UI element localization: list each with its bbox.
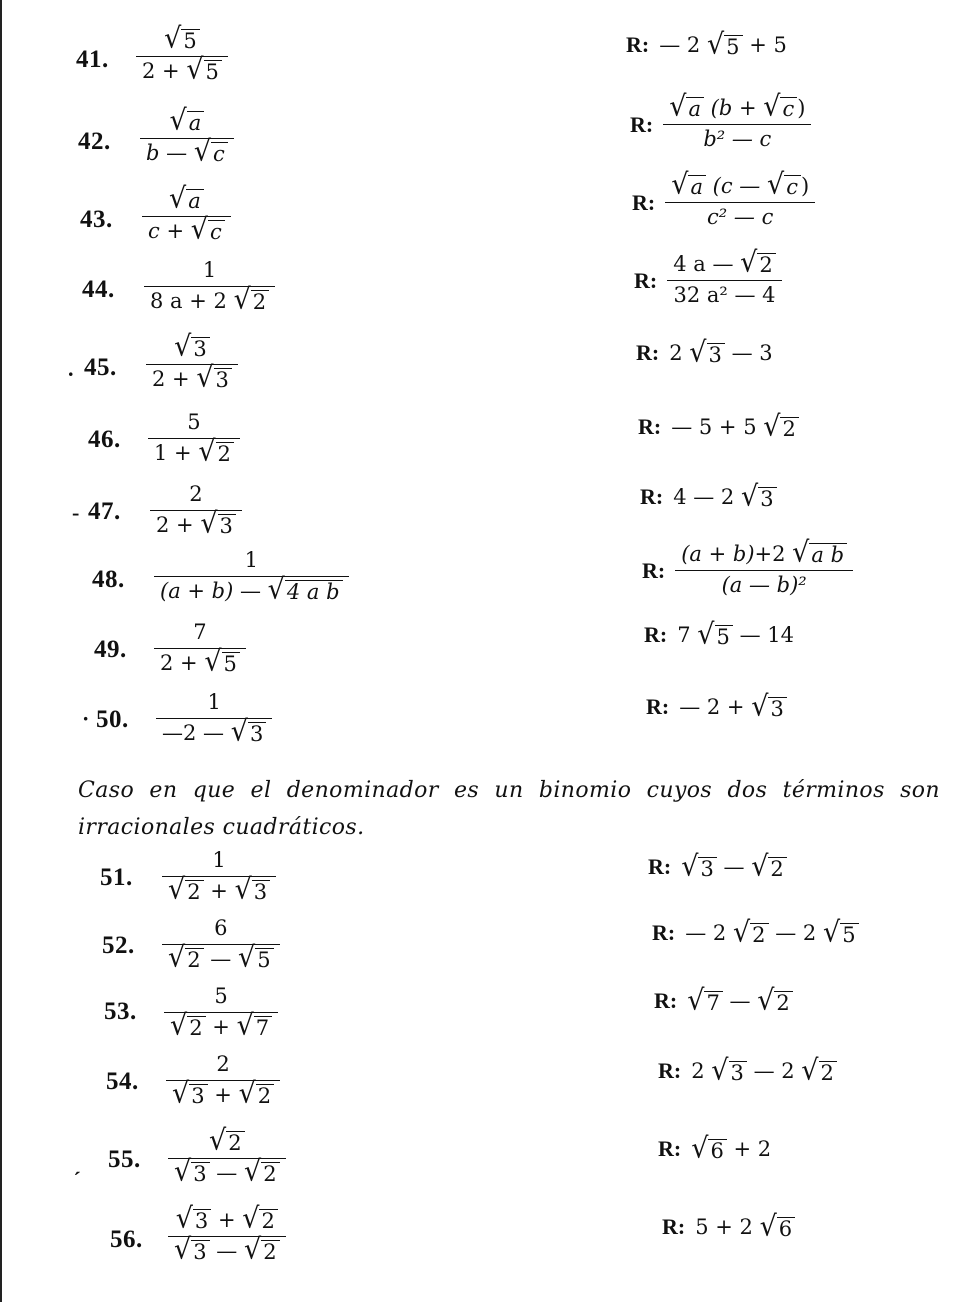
pencil-mark: . — [68, 356, 74, 381]
pencil-mark: ˏ — [74, 1150, 82, 1175]
expression: √ a b — √ c — [140, 108, 234, 169]
exercise-number: 50. — [96, 706, 129, 733]
exercise-number: 48. — [92, 566, 125, 593]
answer: R: 2 √ 3 — 3 — [636, 336, 773, 369]
exercise-number: 42. — [78, 128, 111, 155]
answer: R: 2 √ 3 — 2 √ 2 — [658, 1058, 837, 1084]
exercise-number: 47. — [88, 498, 121, 525]
exercise-number: 51. — [100, 864, 133, 891]
expression: 1 (a + b) — √ 4 a b — [154, 546, 349, 607]
exercise-number: 43. — [80, 206, 113, 233]
pencil-mark: - — [72, 500, 80, 525]
answer: R: 4 a — √ 2 32 a² — 4 — [634, 250, 782, 311]
expression: 2 √ 3 + √ 2 — [166, 1050, 280, 1111]
expression: √ 3 + √ 2 √ 3 — √ 2 — [168, 1206, 286, 1267]
expression: 1 —2 — √ 3 — [156, 688, 272, 749]
expression: √ 2 √ 3 — √ 2 — [168, 1128, 286, 1189]
expression: 6 √ 2 — √ 5 — [162, 914, 280, 975]
answer: R: √ a (c — √ c ) c² — c — [632, 172, 815, 233]
exercise-number: 55. — [108, 1146, 141, 1173]
expression: 7 2 + √ 5 — [154, 618, 246, 679]
expression: 5 √ 2 + √ 7 — [164, 982, 278, 1043]
pencil-mark: · — [82, 706, 90, 731]
answer: R: — 2 √ 5 + 5 — [626, 28, 787, 61]
answer: R: — 2 + √ 3 — [646, 694, 787, 720]
page-edge — [0, 0, 2, 1302]
answer: R: √ 6 + 2 — [658, 1132, 772, 1165]
exercise-number: 45. — [84, 354, 117, 381]
answer: R: 5 + 2 √ 6 — [662, 1214, 795, 1240]
section-heading: Caso en que el denominador es un binomio cuyos dos términos son irracionales cuadráticos. — [78, 778, 940, 840]
expression: √ 5 2 + √ 5 — [136, 26, 228, 87]
answer: R: √ 3 — √ 2 — [648, 854, 787, 880]
answer: R: √ a (b + √ c ) b² — c — [630, 94, 811, 155]
exercise-number: 56. — [110, 1226, 143, 1253]
answer: R: 4 — 2 √ 3 — [640, 484, 777, 510]
exercise-number: 52. — [102, 932, 135, 959]
exercise-number: 41. — [76, 46, 109, 73]
expression: √ a c + √ c — [142, 186, 231, 247]
expression: 1 √ 2 + √ 3 — [162, 846, 276, 907]
exercise-number: 49. — [94, 636, 127, 663]
exercise-number: 53. — [104, 998, 137, 1025]
answer: R: — 5 + 5 √ 2 — [638, 414, 799, 440]
answer: R: (a + b)+2 √ a b (a — b)² — [642, 540, 853, 601]
answer: R: — 2 √ 2 — 2 √ 5 — [652, 920, 859, 946]
expression: 5 1 + √ 2 — [148, 408, 240, 469]
answer: R: 7 √ 5 — 14 — [644, 618, 794, 651]
expression: 2 2 + √ 3 — [150, 480, 242, 541]
exercise-number: 54. — [106, 1068, 139, 1095]
expression: √ 3 2 + √ 3 — [146, 334, 238, 395]
answer: R: √ 7 — √ 2 — [654, 988, 793, 1014]
exercise-number: 44. — [82, 276, 115, 303]
expression: 1 8 a + 2 √ 2 — [144, 256, 275, 317]
exercise-number: 46. — [88, 426, 121, 453]
